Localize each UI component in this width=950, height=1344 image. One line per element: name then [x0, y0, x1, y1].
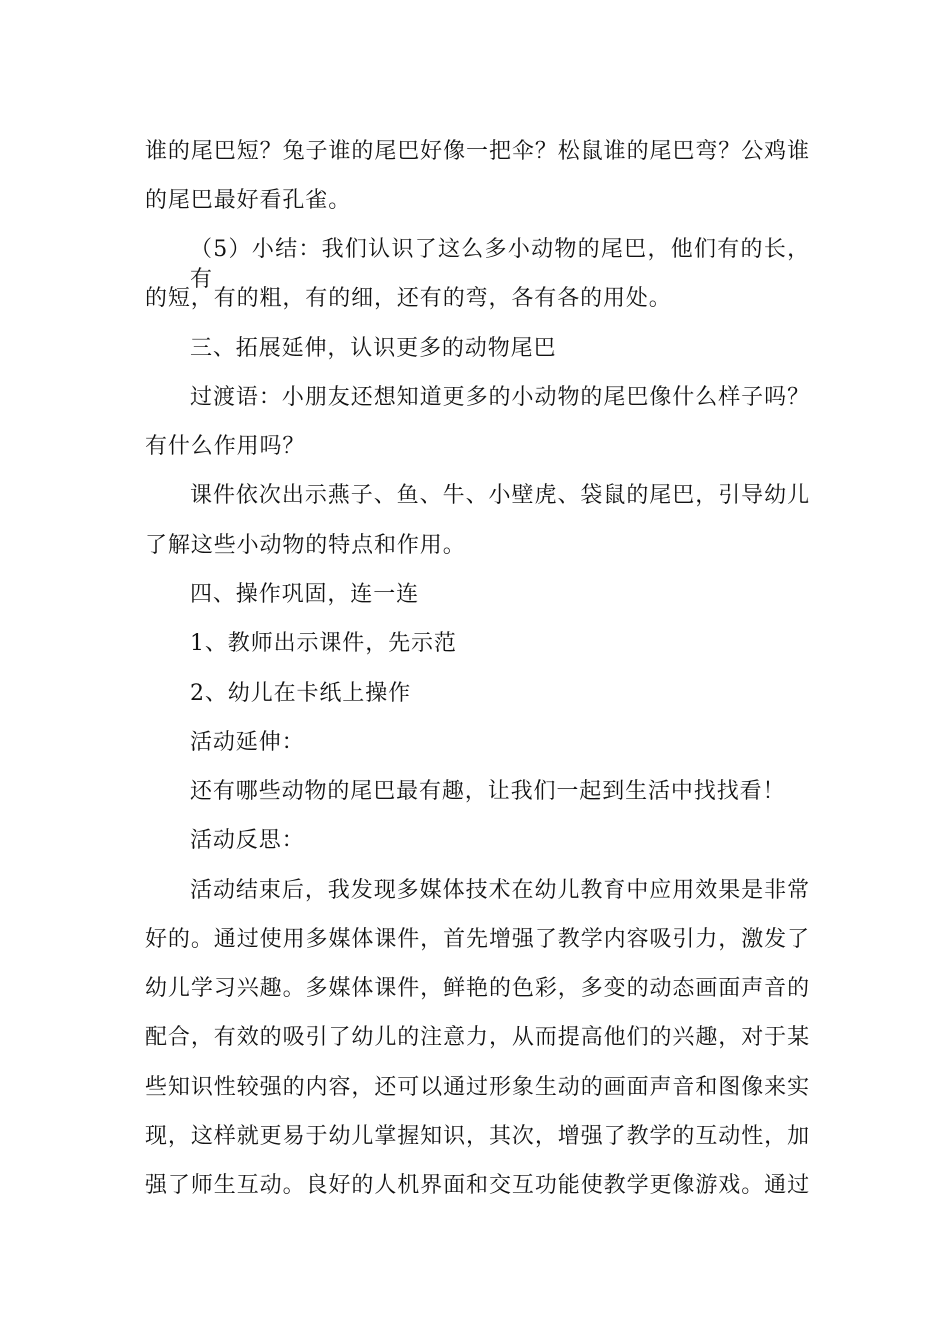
list-item-1: 1、教师出示课件，先示范	[190, 631, 457, 656]
activity-reflection-label: 活动反思：	[190, 828, 305, 853]
text-line-4: 的短，有的粗，有的细，还有的弯，各有各的用处。	[145, 286, 672, 311]
text-line-18: 幼儿学习兴趣。多媒体课件，鲜艳的色彩，多变的动态画面声音的	[145, 976, 810, 1001]
text-line-19: 配合，有效的吸引了幼儿的注意力，从而提高他们的兴趣，对于某	[145, 1025, 810, 1050]
list-item-2: 2、幼儿在卡纸上操作	[190, 681, 411, 706]
text-line-21: 现，这样就更易于幼儿掌握知识，其次，增强了教学的互动性，加	[145, 1124, 810, 1149]
text-line-20: 些知识性较强的内容，还可以通过形象生动的画面声音和图像来实	[145, 1075, 810, 1100]
text-line-8: 课件依次出示燕子、鱼、牛、小壁虎、袋鼠的尾巴，引导幼儿	[190, 483, 810, 508]
text-line-3: （5）小结：我们认识了这么多小动物的尾巴，他们有的长，有	[190, 237, 810, 292]
text-line-2: 的尾巴最好看孔雀。	[145, 188, 352, 213]
text-line-17: 好的。通过使用多媒体课件，首先增强了教学内容吸引力，激发了	[145, 927, 810, 952]
text-line-14: 还有哪些动物的尾巴最有趣，让我们一起到生活中找找看！	[190, 779, 786, 804]
section-heading-4: 四、操作巩固，连一连	[190, 582, 420, 607]
text-line-1: 谁的尾巴短？兔子谁的尾巴好像一把伞？松鼠谁的尾巴弯？公鸡谁	[145, 139, 810, 164]
text-line-22: 强了师生互动。良好的人机界面和交互功能使教学更像游戏。通过	[145, 1173, 810, 1198]
section-heading-3: 三、拓展延伸，认识更多的动物尾巴	[190, 336, 557, 361]
text-line-16: 活动结束后，我发现多媒体技术在幼儿教育中应用效果是非常	[190, 878, 810, 903]
text-line-9: 了解这些小动物的特点和作用。	[145, 533, 466, 558]
activity-extension-label: 活动延伸：	[190, 730, 305, 755]
text-line-7: 有什么作用吗？	[145, 434, 306, 459]
text-line-6: 过渡语：小朋友还想知道更多的小动物的尾巴像什么样子吗？	[190, 385, 810, 410]
